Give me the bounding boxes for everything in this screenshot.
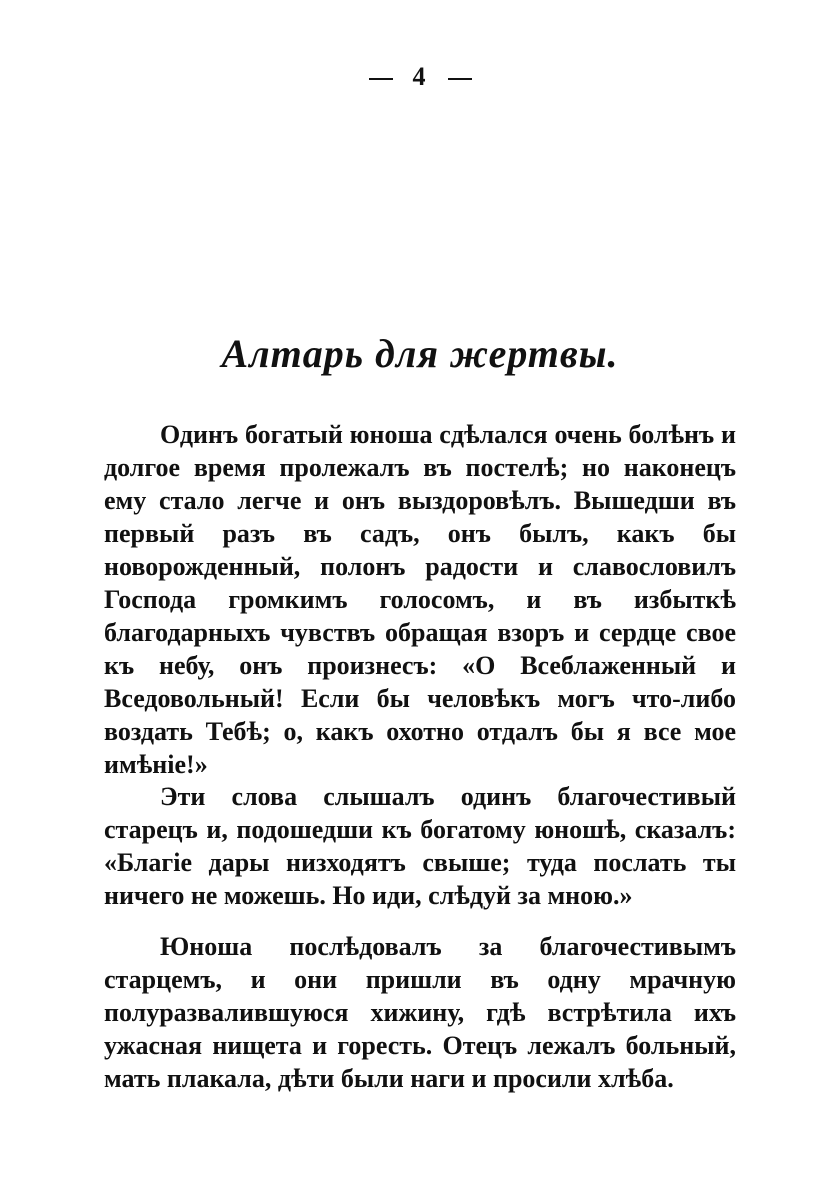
paragraph-3: Юноша послѣдовалъ за благочестивымъ старцемъ, и они пришли въ одну мрачную полуразвалившуюся хижину, гдѣ встрѣтила ихъ ужасная нищета и горесть. Отецъ лежалъ больный, мать плакала, дѣти были наги и просили хлѣба. xyxy=(104,932,736,1093)
paragraph-1: Одинъ богатый юноша сдѣлался очень болѣнъ и долгое время пролежалъ въ постелѣ; но наконецъ ему стало легче и онъ выздоровѣлъ. Вышедши въ первый разъ въ садъ, онъ былъ, какъ бы новорожденный, полонъ радости и славословилъ Господа громкимъ голосомъ, и въ избыткѣ благодарныхъ чувствъ обращая взоръ и сердце свое къ небу, онъ произнесъ: «О Всеблаженный и Вседовольный! Если бы человѣкъ могъ что-либо воздать Тебѣ; о, какъ охотно отдалъ бы я все мое имѣніе!» xyxy=(104,420,736,779)
folio-dash-right xyxy=(448,78,472,80)
paragraph-2: Эти слова слышалъ одинъ благочестивый старецъ и, подошедши къ богатому юношѣ, сказалъ: «Благіе дары низходятъ свыше; туда послать ты ничего не можешь. Но иди, слѣдуй за мною.» xyxy=(104,782,736,910)
folio-dash-left xyxy=(369,78,393,80)
page-number-header xyxy=(0,62,840,92)
article-title: Алтарь для жертвы. xyxy=(221,331,619,376)
page-number: 4 xyxy=(412,62,428,91)
